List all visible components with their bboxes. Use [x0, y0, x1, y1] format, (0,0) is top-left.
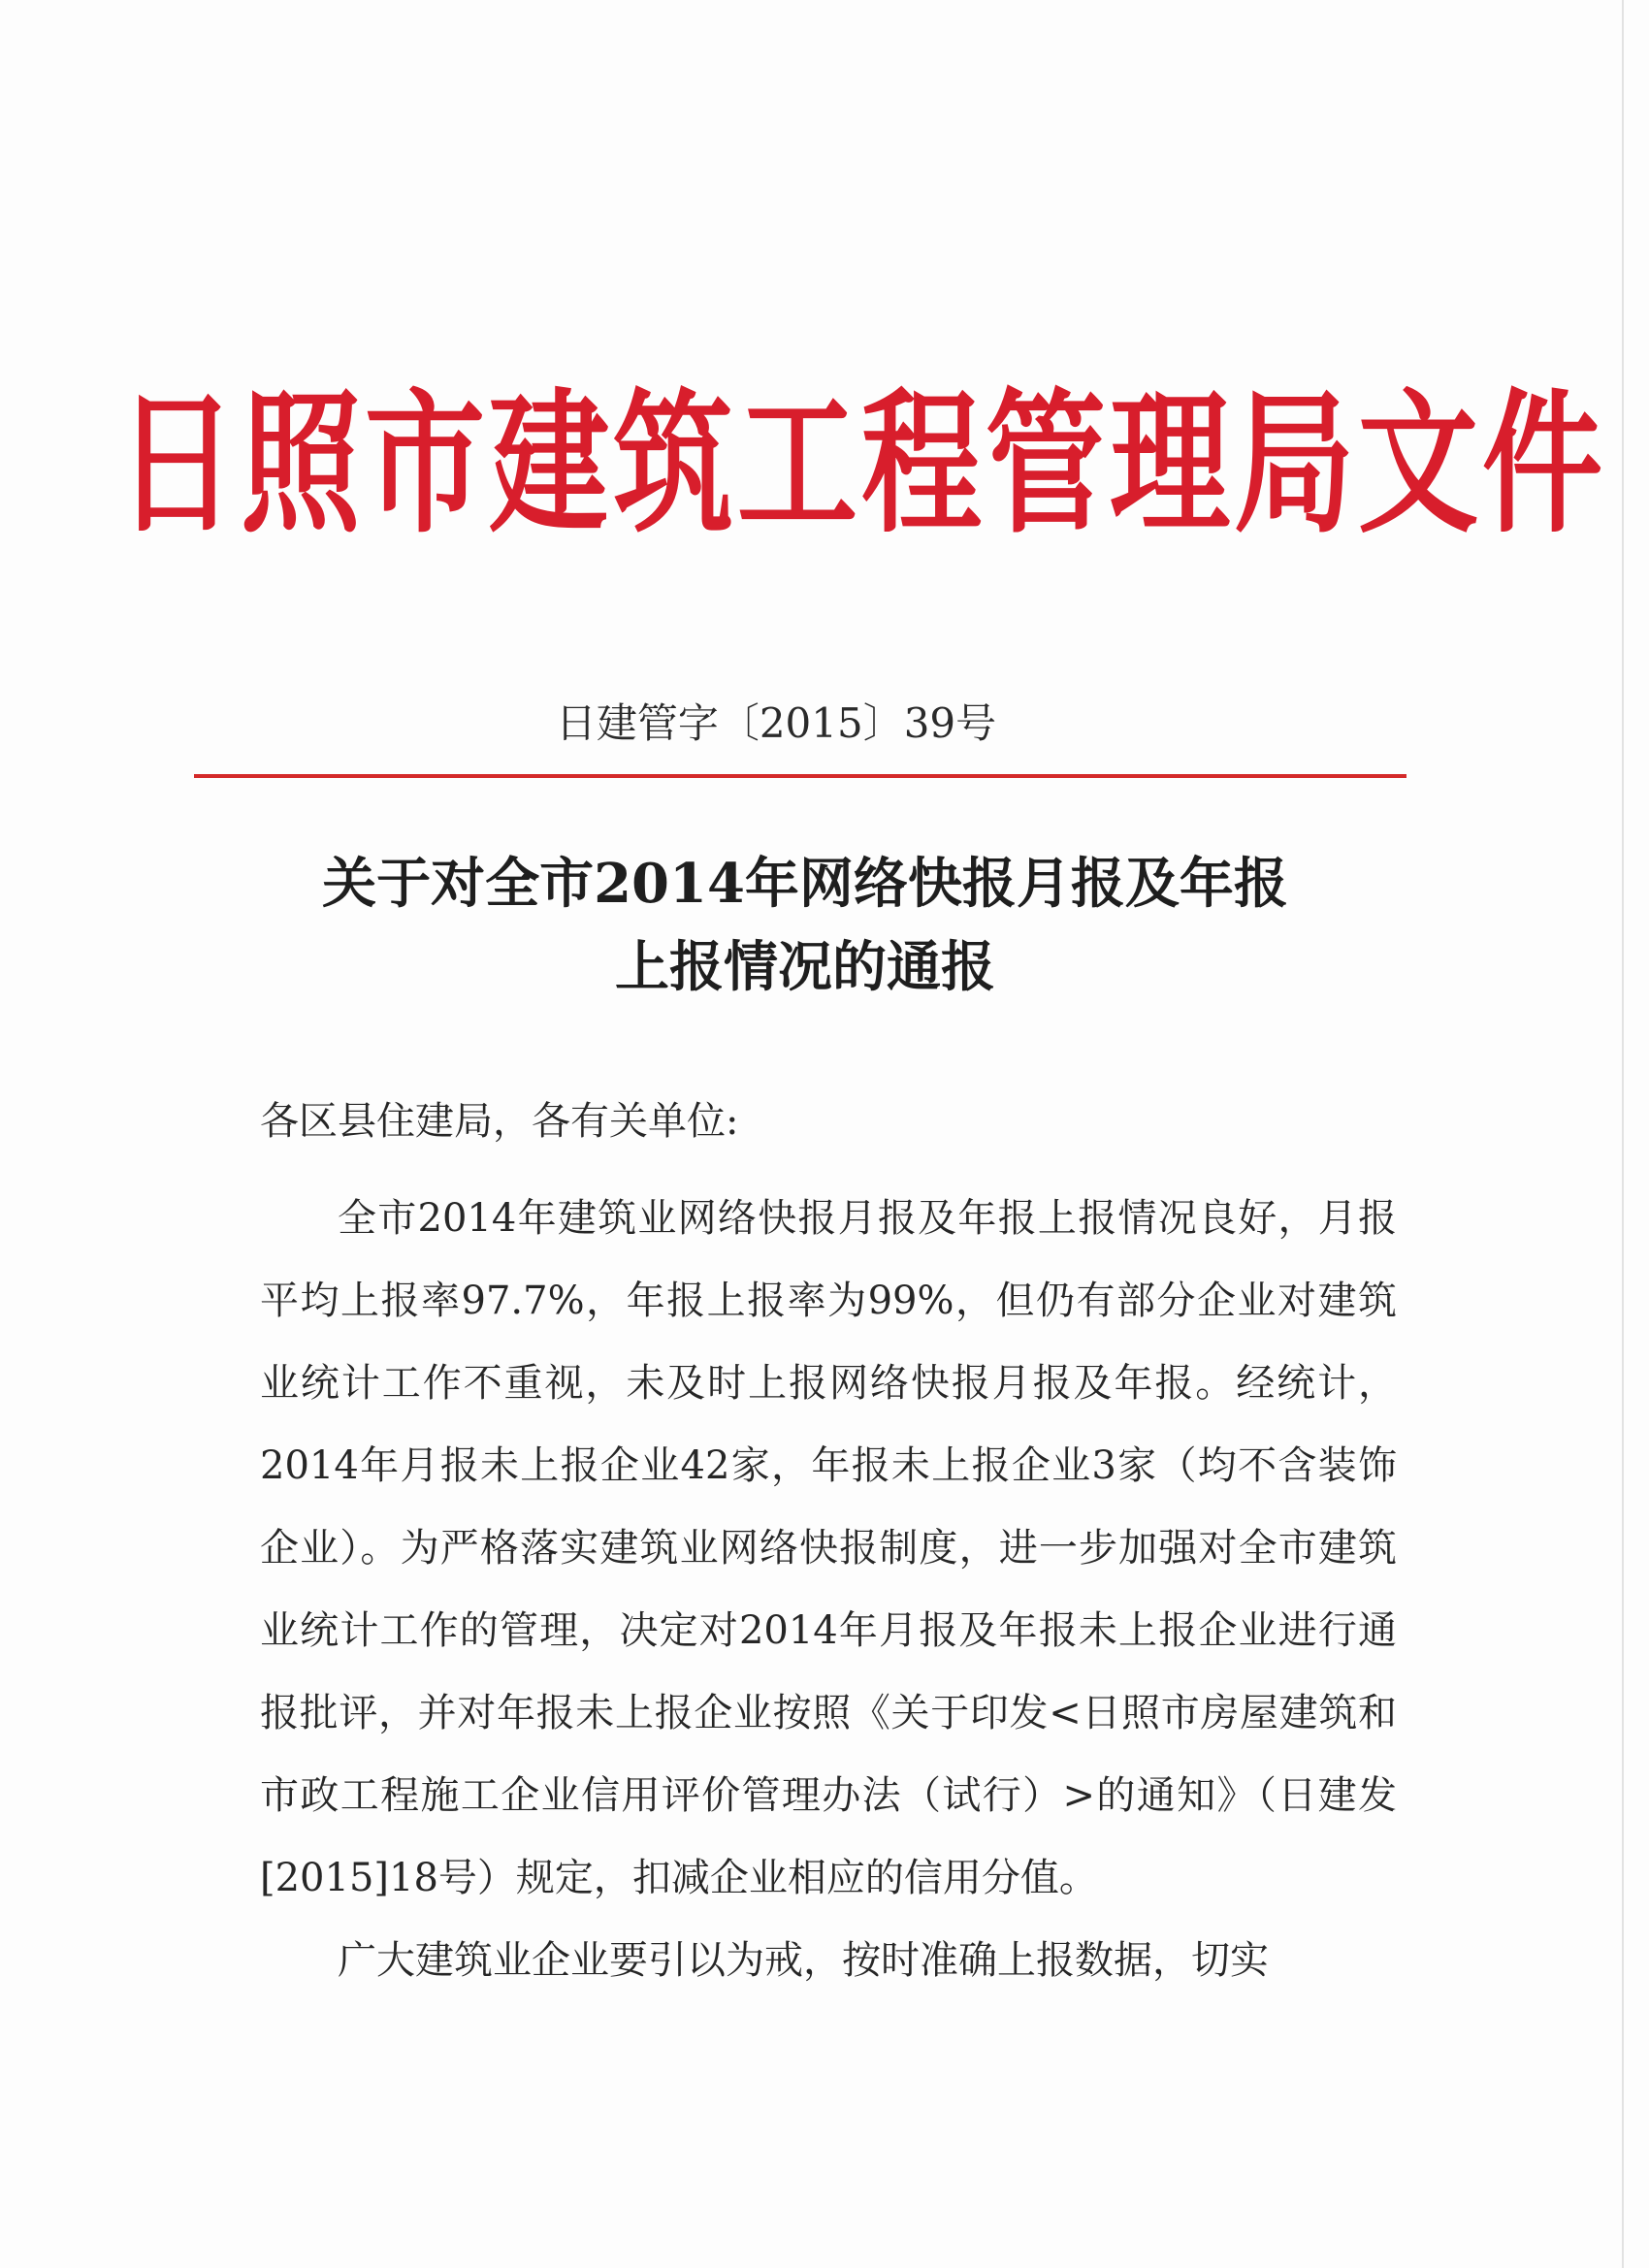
body-text	[260, 1178, 1397, 2002]
body-paragraph-2: 广大建筑业企业要引以为戒，按时准确上报数据，切实	[338, 1938, 1269, 1983]
masthead-title: 日照市建筑工程管理局文件	[116, 375, 1607, 555]
body-paragraph-1: 全市2014年建筑业网络快报月报及年报上报情况良好，月报平均上报率97.7%，年报上报率为99%，但仍有部分企业对建筑业统计工作不重视，未及时上报网络快报月报及年报。经统计，2014年月报未上报企业42家，年报未上报企业3家（均不含装饰企业）。为严格落实建筑业网络快报制度，进一步加强对全市建筑业统计工作的管理，决定对2014年月报及年报未上报企业进行通报批评，并对年报未上报企业按照《关于印发<日照市房屋建筑和市政工程施工企业信用评价管理办法（试行）>的通知》（日建发[2015]18号）规定，扣减企业相应的信用分值。	[260, 1196, 1397, 1900]
page-edge-line	[1622, 0, 1624, 2268]
notice-title-line-2: 上报情况的通报	[615, 935, 995, 999]
document-number: 日建管字〔2015〕39号	[555, 699, 997, 747]
notice-title-line-1: 关于对全市2014年网络快报月报及年报	[322, 852, 1288, 916]
red-separator-line	[194, 774, 1406, 778]
notice-title	[223, 842, 1387, 1009]
salutation: 各区县住建局，各有关单位:	[260, 1099, 739, 1144]
